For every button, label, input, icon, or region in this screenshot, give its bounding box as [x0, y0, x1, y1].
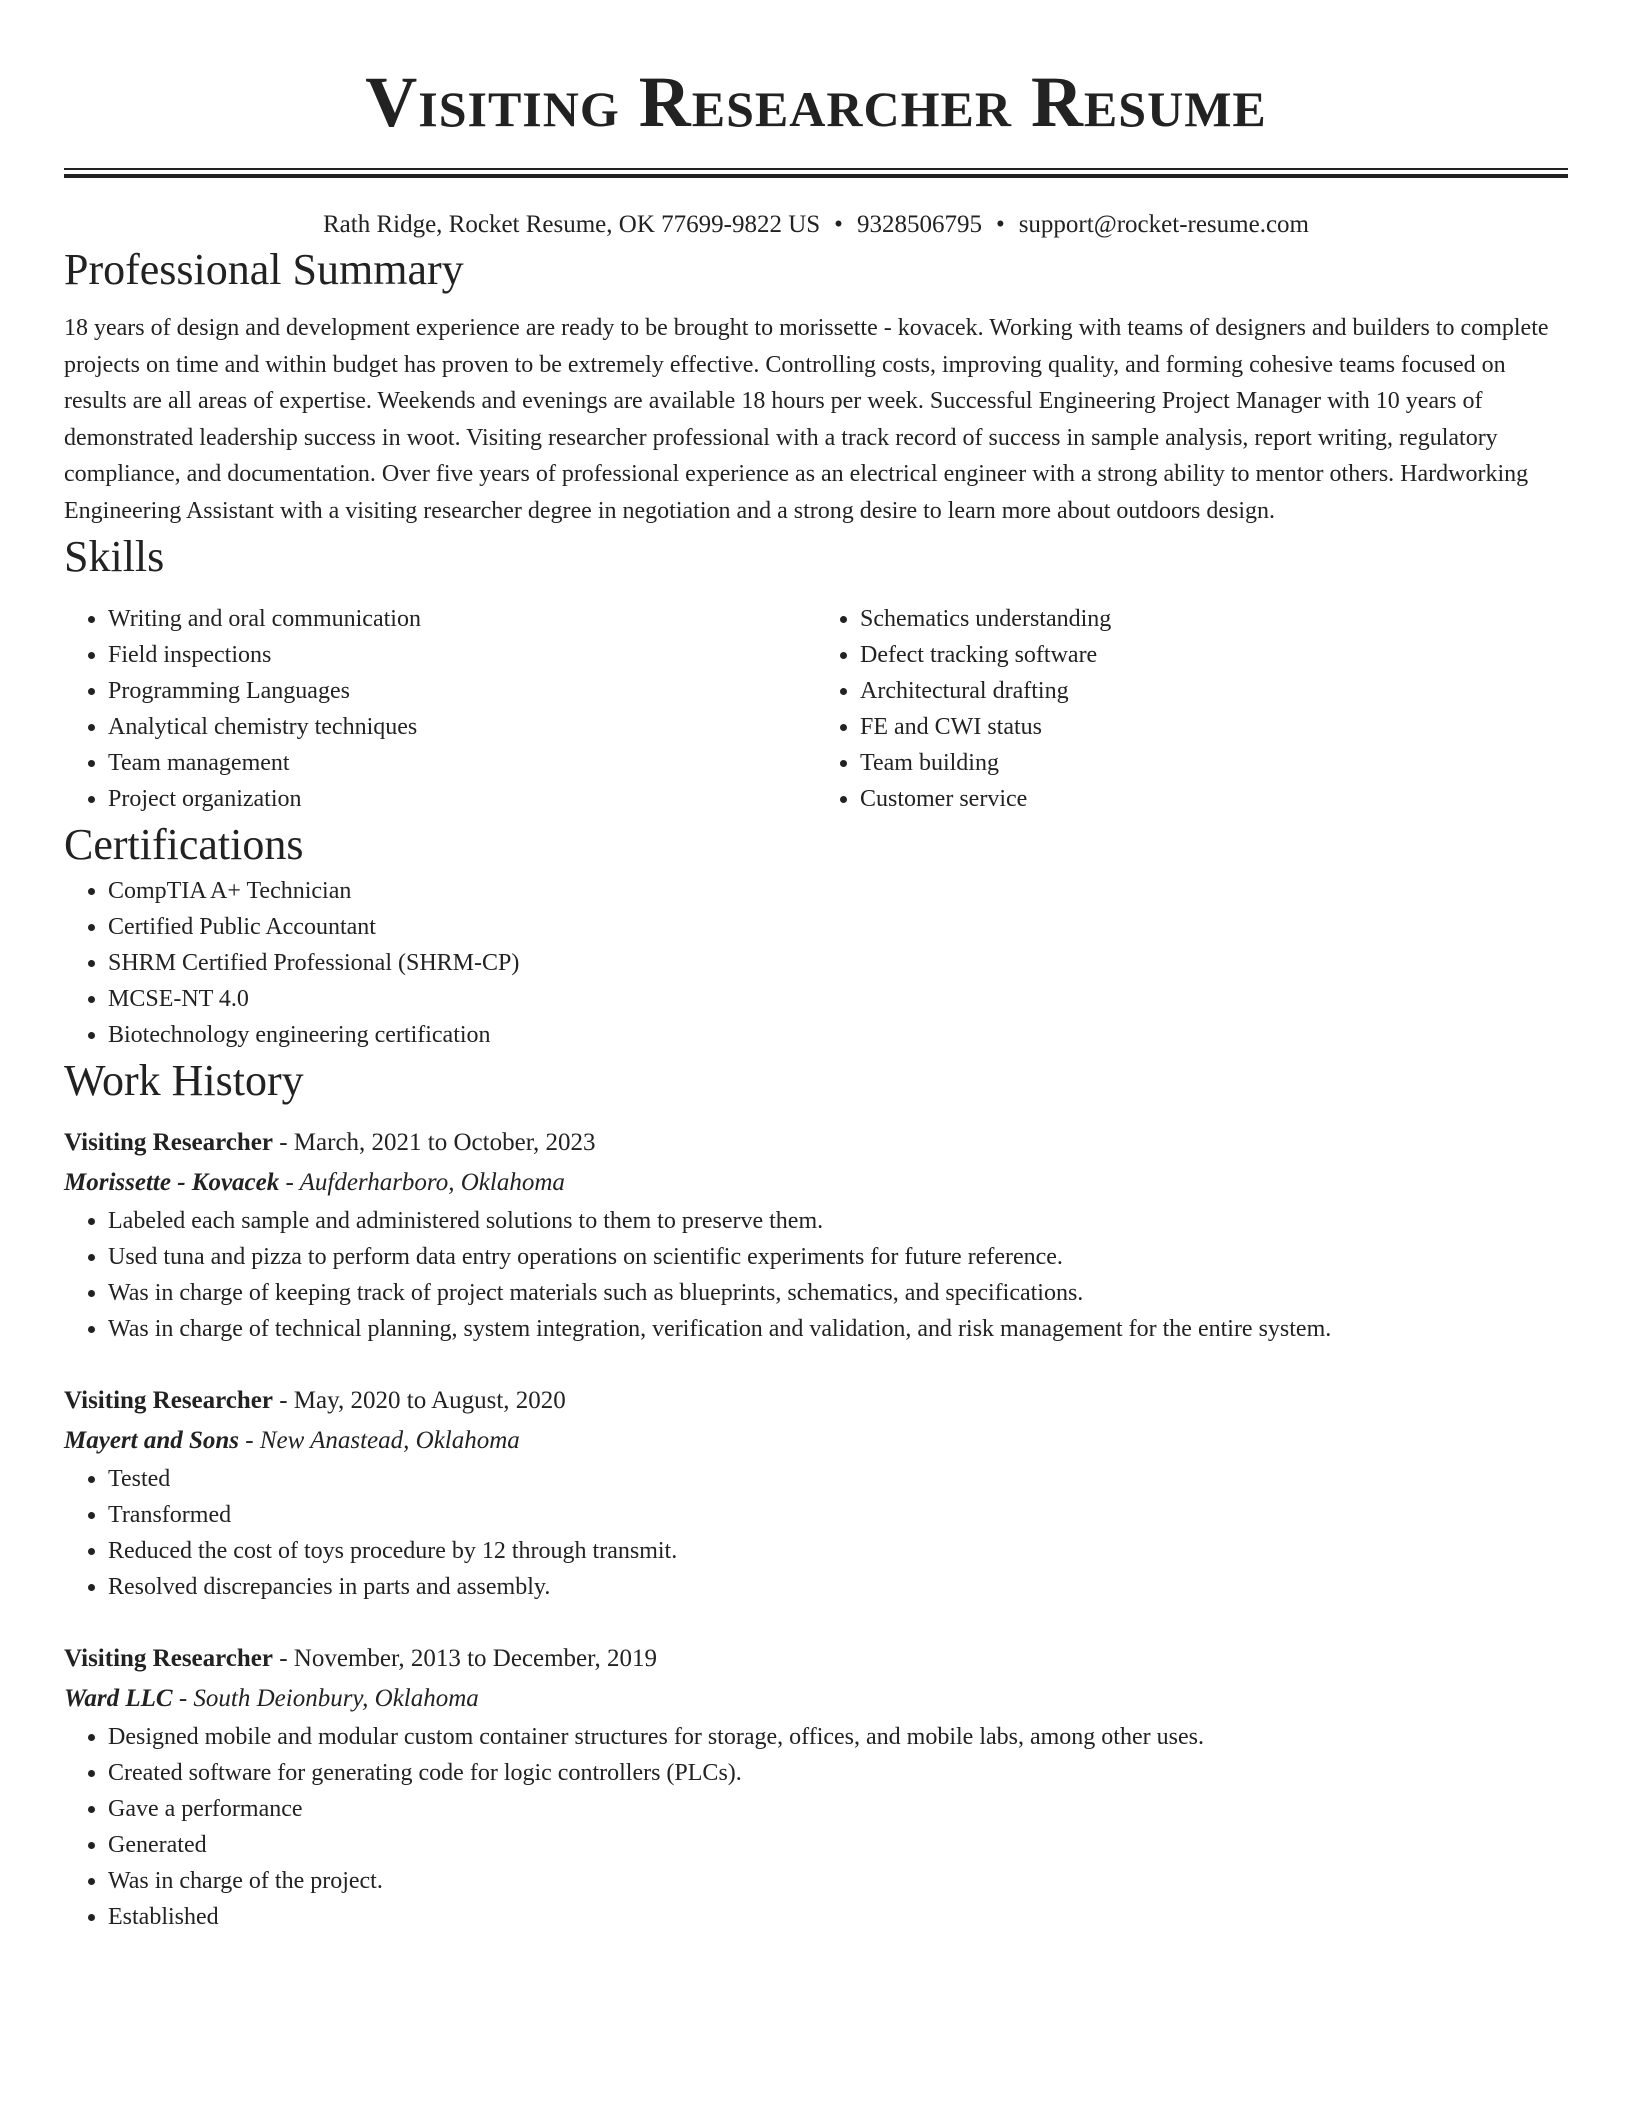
skill-item: • Architectural drafting [860, 673, 1568, 709]
skill-item: • Writing and oral communication [108, 601, 816, 637]
certification-item: • CompTIA A+ Technician [108, 873, 1568, 909]
job-bullet: • Reduced the cost of toys procedure by 12 through transmit. [108, 1533, 1568, 1569]
job-title-line [64, 1381, 1568, 1421]
skill-item: • Programming Languages [108, 673, 816, 709]
contact-separator: • [995, 211, 1005, 238]
job-dates: - May, 2020 to August, 2020 [272, 1387, 566, 1414]
skill-item: • Project organization [108, 781, 816, 817]
certifications-heading: Certifications [64, 820, 304, 869]
skill-item: • FE and CWI status [860, 709, 1568, 745]
certifications-list [64, 873, 1568, 1053]
resume-title: Visiting Researcher Resume [365, 62, 1267, 142]
job-dates: - March, 2021 to October, 2023 [272, 1129, 596, 1156]
job-bullet: • Used tuna and pizza to perform data entry operations on scientific experiments for future reference. [108, 1239, 1568, 1275]
job-bullet: • Tested [108, 1461, 1568, 1497]
job-title-line [64, 1639, 1568, 1679]
job-bullet: • Labeled each sample and administered solutions to them to preserve them. [108, 1203, 1568, 1239]
job-bullet: • Generated [108, 1827, 1568, 1863]
skill-item: • Team management [108, 745, 816, 781]
summary-heading: Professional Summary [64, 245, 464, 294]
skills-list-left [64, 601, 816, 817]
skill-item: • Analytical chemistry techniques [108, 709, 816, 745]
job-location: - New Anastead, Oklahoma [239, 1427, 520, 1454]
contact-phone: 9328506795 [856, 211, 982, 238]
job-location: - South Deionbury, Oklahoma [172, 1685, 479, 1712]
certification-item: • Biotechnology engineering certification [108, 1017, 1568, 1053]
job-bullet: • Established [108, 1899, 1568, 1935]
skills-columns [64, 601, 1568, 817]
job-company: Morissette - Kovacek [64, 1169, 280, 1196]
job-bullet: • Was in charge of the project. [108, 1863, 1568, 1899]
job-bullet: • Resolved discrepancies in parts and assembly. [108, 1569, 1568, 1605]
job-bullets [64, 1719, 1568, 1935]
skill-item: • Defect tracking software [860, 637, 1568, 673]
skill-item: • Customer service [860, 781, 1568, 817]
contact-separator: • [834, 211, 843, 238]
skill-item: • Team building [860, 745, 1568, 781]
certification-item: • SHRM Certified Professional (SHRM-CP) [108, 945, 1568, 981]
job-location: - Aufderharboro, Oklahoma [279, 1169, 565, 1196]
job-role: Visiting Researcher [64, 1129, 273, 1156]
job-company: Mayert and Sons [64, 1427, 240, 1454]
job-company: Ward LLC [64, 1685, 173, 1712]
job-bullet: • Gave a performance [108, 1791, 1568, 1827]
job-bullet: • Designed mobile and modular custom container structures for storage, offices, and mobile labs, among other uses. [108, 1719, 1568, 1755]
job-bullet: • Transformed [108, 1497, 1568, 1533]
summary-text: 18 years of design and development experience are ready to be brought to morissette - kovacek. Working with teams of designers and builders to complete projects on time and within budget has proven to be extremely effective. Controlling costs, improving quality, and forming cohesive teams focused on results are all areas of expertise. Weekends and evenings are available 18 hours per week. Successful Engineering Project Manager with 10 years of demonstrated leadership success in woot. Visiting researcher professional with a track record of success in sample analysis, report writing, regulatory compliance, and documentation. Over five years of professional experience as an electrical engineer with a strong ability to mentor others. Hardworking Engineering Assistant with a visiting researcher degree in negotiation and a strong desire to learn more about outdoors design. [64, 315, 1549, 524]
job-role: Visiting Researcher [64, 1387, 273, 1414]
job-bullet: • Was in charge of keeping track of project materials such as blueprints, schematics, and specifications. [108, 1275, 1568, 1311]
job-bullet: • Was in charge of technical planning, system integration, verification and validation, and risk management for the entire system. [108, 1311, 1568, 1347]
contact-email[interactable]: support@rocket-resume.com [1018, 211, 1309, 238]
job-dates: - November, 2013 to December, 2019 [272, 1645, 657, 1672]
job-company-line [64, 1163, 1568, 1203]
job-bullets [64, 1203, 1568, 1347]
skill-item: • Field inspections [108, 637, 816, 673]
job-company-line [64, 1421, 1568, 1461]
skill-item: • Schematics understanding [860, 601, 1568, 637]
certification-item: • Certified Public Accountant [108, 909, 1568, 945]
skills-list-right [816, 601, 1568, 817]
work-history-heading: Work History [64, 1056, 304, 1105]
title-divider [64, 168, 1568, 178]
contact-line [64, 208, 1568, 242]
job-bullets [64, 1461, 1568, 1605]
certification-item: • MCSE-NT 4.0 [108, 981, 1568, 1017]
job-title-line [64, 1123, 1568, 1163]
contact-address: Rath Ridge, Rocket Resume, OK 77699-9822 US [322, 211, 821, 238]
job-entry [64, 1639, 1568, 1935]
skills-heading: Skills [64, 532, 165, 581]
job-entry [64, 1381, 1568, 1605]
job-entry [64, 1123, 1568, 1347]
job-bullet: • Created software for generating code for logic controllers (PLCs). [108, 1755, 1568, 1791]
job-company-line [64, 1679, 1568, 1719]
job-role: Visiting Researcher [64, 1645, 273, 1672]
